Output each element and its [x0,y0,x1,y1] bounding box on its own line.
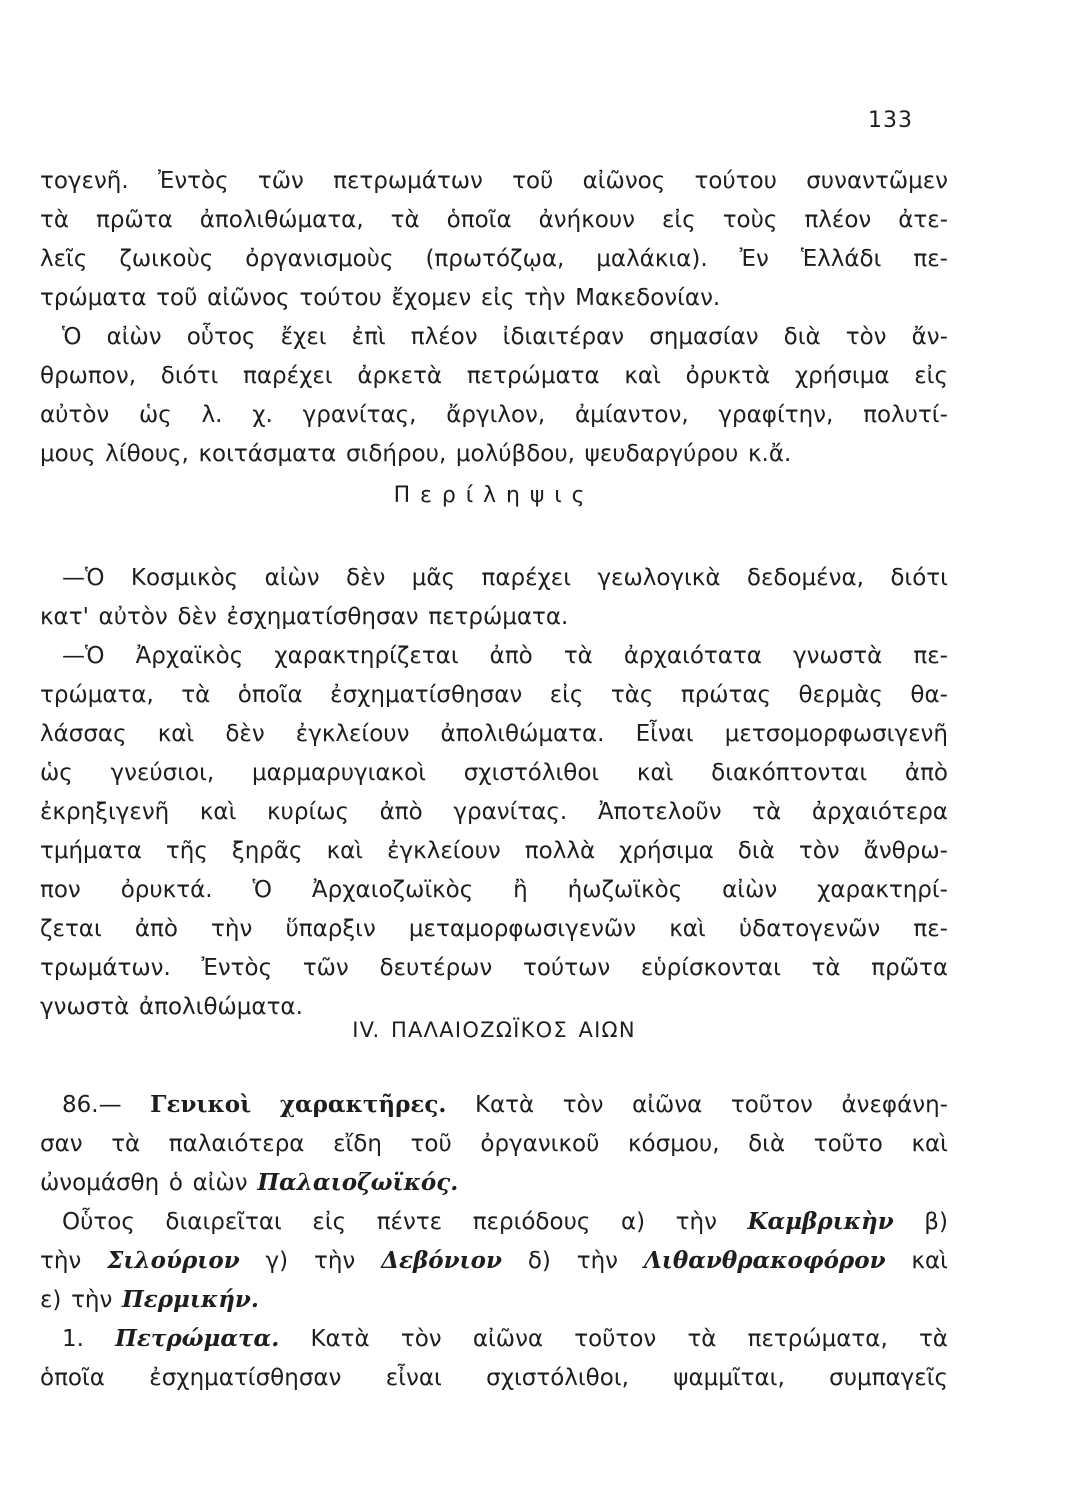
emphasized-word: Καμβρικὴν [747,1208,894,1235]
word: τὰς [610,682,654,708]
word: τοῦτον [574,1326,657,1352]
word: ἐκρηξιγενῆ [40,799,170,825]
word: ἢ [513,877,528,903]
word: ἐπὶ [351,324,386,350]
word: τὰ [111,1131,141,1157]
word: ψαμμῖται, [673,1365,785,1391]
text-line [40,479,948,513]
text-line [40,834,948,868]
word: ἄνθρω- [863,838,948,864]
text-line [40,203,948,237]
word: ὀργανισμοὺς [245,246,394,272]
word: ἐγκλείουν [295,721,410,747]
word: ὠνομάσθη [40,1170,160,1196]
word: ὁποῖα [237,682,303,708]
word: γνεύσιοι, [110,760,215,786]
word: χρήσιμα [794,363,890,389]
text-line [40,717,948,751]
word: τὸν [562,1092,604,1118]
word: Οὗτος [62,1209,135,1235]
word: τὴν [314,1248,356,1274]
word: καὶ [911,1131,948,1157]
word: ὁ [168,1170,183,1196]
word: λ. [201,402,223,428]
word: —Ὁ [62,565,105,591]
word: ΑΙΩΝ [578,1018,636,1042]
word: πε- [913,916,948,942]
text-line [40,242,948,276]
text-line [40,1166,948,1200]
word: κόσμου, [627,1131,720,1157]
word: ἰδιαιτέραν [502,324,625,350]
word: διὰ [737,838,775,864]
word: καὶ [911,1248,948,1274]
word: αἰῶνα [472,1326,544,1352]
word: εἰς [549,682,584,708]
word: εἰς [914,363,948,389]
word: τοῦτο [813,1131,883,1157]
word: α) [620,1209,646,1235]
word: παρέχει [243,363,333,389]
word: Ἀποτελοῦν [597,799,722,825]
word: χρήσιμα [619,838,714,864]
word: καὶ [157,721,195,747]
word: εἴδη [333,1131,382,1157]
word: Ἐν [739,246,769,272]
word: ἀπὸ [904,760,948,786]
word: ἔχει [280,324,327,350]
word: ἐσχηματίσθησαν [149,1365,342,1391]
word: τοῦτον [730,1092,813,1118]
text-line [62,639,948,673]
word: ὡς [139,402,172,428]
text-line [40,437,948,471]
word: Ὁ [62,324,82,350]
word: τὴν [211,916,253,942]
word: θερμὰς [798,682,883,708]
word: ἀμίαντον, [574,402,689,428]
word: οὗτος [186,324,256,350]
word: ζεται [40,916,102,942]
word: περιόδους [472,1209,591,1235]
word: καὶ [669,916,706,942]
word: πέντε [376,1209,443,1235]
word: τμήματα [40,838,142,864]
text-line [40,281,948,315]
word: πρώτας [680,682,772,708]
word: χαρακτηρίζεται [274,643,459,669]
word: τοῦ [156,285,198,311]
word: αἰῶνος [207,285,290,311]
text-line [40,359,948,393]
word: ἠωζωϊκὸς [567,877,683,903]
word: Ὁ [252,877,272,903]
word: δὲν [177,604,217,630]
word: ἀρκετὰ [357,363,443,389]
word: ξηρᾶς [231,838,303,864]
word: 1. [62,1326,84,1352]
word: πρῶτα [871,955,948,981]
word: λάσσας [40,721,127,747]
word: δ) [527,1248,551,1274]
word: θα- [910,682,948,708]
word: δευτέρων [379,955,493,981]
word: τοῦ [410,1131,452,1157]
text-line [40,912,948,946]
word: τρώματα [40,285,147,311]
word: αὐτὸν [98,604,168,630]
word: σημασίαν [649,324,759,350]
word: γεωλογικὰ [597,565,721,591]
word: πολλὰ [524,838,596,864]
word: τὰ [752,799,782,825]
word: τοὺς [722,207,778,233]
word: εἰς [312,1209,347,1235]
emphasized-word: Λιθανθρακοφόρον [643,1247,886,1274]
word: ε) [40,1287,62,1313]
word: τὴν [576,1248,619,1274]
word: ἀνεφάνη- [841,1092,948,1118]
text-line [40,164,948,198]
text-line [40,1283,948,1317]
text-line [40,951,948,985]
word: ἀρχαιότερα [811,799,948,825]
word: παλαιότερα [168,1131,305,1157]
word: λεῖς [40,246,88,272]
word: ἄργιλον, [446,402,546,428]
word: αὐτὸν [40,402,110,428]
word: ΠΑΛΑΙΟΖΩΪΚΟΣ [391,1018,568,1042]
word: διὰ [783,324,821,350]
text-line [40,1127,948,1161]
word: πετρώματα [466,363,600,389]
word: τὰ [40,207,70,233]
word: ζωικοὺς [119,246,214,272]
word: γρανίτας, [302,402,417,428]
word: δὲν [225,721,265,747]
word: πλέον [804,207,872,233]
word: καὶ [199,799,237,825]
word: γνωστὰ [793,643,883,669]
word: πολυτί- [863,402,948,428]
word: σιδήρου, [345,441,447,467]
word: τογενῆ. [40,168,129,194]
text-line [62,1205,948,1239]
word: Ἐντὸς [157,168,229,194]
text-line [40,756,948,790]
word: ἀπὸ [379,799,423,825]
word: κοιτάσματα [198,441,337,467]
word: ὕπαρξιν [285,916,376,942]
text-line [62,1088,948,1122]
word: μᾶς [411,565,456,591]
word: ἀπολιθώματα. [440,721,605,747]
word: ἀρχαιότατα [623,643,762,669]
word: εἰς [480,285,515,311]
word: τούτου [694,168,777,194]
word: πον [40,877,81,903]
emphasized-word: Περμικήν. [122,1286,259,1313]
word: μολύβδου, [455,441,575,467]
word: ἄν- [911,324,948,350]
text-line [40,1244,948,1278]
word: τούτων [523,955,611,981]
word: ἀνήκουν [538,207,635,233]
word: πε- [913,246,948,272]
word: διακόπτονται [711,760,868,786]
word: ἐσχηματίσθησαν [330,682,523,708]
word: τῶν [257,168,304,194]
word: ὀρυκτὰ [685,363,771,389]
word: Μακεδονίαν. [575,285,721,311]
word: πετρώματα. [428,604,569,630]
word: χαρακτηρί- [817,877,948,903]
word: Κοσμικὸς [130,565,239,591]
word: τῶν [302,955,349,981]
word: μετσομορφωσιγενῆ [724,721,948,747]
word: μαρμαρυγιακοὶ [251,760,426,786]
word: αἰὼν [264,565,320,591]
word: (πρωτόζῳα, [425,246,565,272]
word: τὰ [811,955,841,981]
word: χ. [252,402,273,428]
word: τὰ [687,1326,717,1352]
word: ὀργανικοῦ [480,1131,600,1157]
word: ἔχομεν [391,285,472,311]
word: διαιρεῖται [165,1209,282,1235]
word: τὴν [71,1287,113,1313]
word: Ἑλλάδι [800,246,882,272]
word: ὁποῖα [40,1365,105,1391]
word: πλέον [410,324,478,350]
emphasized-word: Πετρώματα. [115,1325,280,1352]
word: κ.ἄ. [747,441,792,467]
word: πρῶτα [96,207,173,233]
word: παρέχει [481,565,572,591]
word: αἰὼν [106,324,162,350]
word: Εἶναι [635,721,694,747]
word: γρανίτας. [453,799,568,825]
word: Περίληψις [393,483,595,508]
word: αἰῶνος [582,168,666,194]
word: μεταμορφωσιγενῶν [408,916,637,942]
emphasized-word: Παλαιοζωϊκός. [257,1169,459,1196]
word: Ἀρχαϊκὸς [135,643,244,669]
word: αἰῶνα [632,1092,703,1118]
emphasized-word: χαρακτῆρες. [279,1091,447,1118]
word: τὰ [918,1326,948,1352]
page-number: 133 [868,108,913,133]
word: Κατὰ [474,1092,535,1118]
word: αἰὼν [192,1170,248,1196]
word: καὶ [624,363,661,389]
word: δεδομένα, [746,565,864,591]
word: ἀτε- [898,207,948,233]
word: IV. [352,1018,381,1042]
text-line [62,320,948,354]
word: σαν [40,1131,83,1157]
word: τοῦ [512,168,554,194]
word: ἀπὸ [489,643,533,669]
word: διὰ [748,1131,786,1157]
word: σχιστόλιθοι [463,760,600,786]
word: ὁποῖα [446,207,512,233]
word: τούτου [299,285,382,311]
word: τὴν [524,285,566,311]
word: ὀρυκτά. [120,877,213,903]
word: διότι [160,363,219,389]
word: μαλάκια). [596,246,708,272]
text-line [40,398,948,432]
word: ἀπολιθώματα, [199,207,364,233]
word: θρωπον, [40,363,137,389]
emphasized-word: Δεβόνιον [381,1247,502,1274]
word: Κατὰ [310,1326,370,1352]
word: εὑρίσκονται [640,955,781,981]
word: —Ὁ [62,643,105,669]
word: πετρωμάτων [333,168,483,194]
emphasized-word: Σιλούριον [107,1247,240,1274]
word: συμπαγεῖς [829,1365,948,1391]
text-line [40,1361,948,1395]
word: μους [40,441,96,467]
word: 86.— [62,1092,122,1118]
word: τὰ [181,682,211,708]
text-line [40,873,948,907]
word: τρώματα, [40,682,154,708]
word: πετρώματα, [747,1326,888,1352]
text-line [40,678,948,712]
word: Ἀρχαιοζωϊκὸς [311,877,474,903]
word: ἀπὸ [134,916,178,942]
word: εἶναι [385,1365,442,1391]
word: καὶ [326,838,364,864]
word: τὰ [563,643,593,669]
word: γραφίτην, [718,402,834,428]
word: ἐγκλείουν [387,838,501,864]
word: τὸν [845,324,887,350]
word: αἰὼν [722,877,778,903]
word: Ἐντὸς [201,955,273,981]
word: τρωμάτων. [40,955,171,981]
word: τὰ [390,207,420,233]
text-line [62,561,948,595]
word: τὴν [40,1248,82,1274]
emphasized-word: Γενικοὶ [150,1091,252,1118]
word: τὸν [798,838,840,864]
word: τῆς [165,838,208,864]
text-line [40,600,948,634]
word: γνωστὰ [40,994,130,1020]
word: πε- [913,643,948,669]
word: εἰς [661,207,696,233]
word: ὑδατογενῶν [738,916,881,942]
text-line [40,1013,948,1047]
word: τὸν [400,1326,442,1352]
word: ἀπολιθώματα. [138,994,303,1020]
word: ψευδαργύρου [584,441,739,467]
text-line [62,1322,948,1356]
word: τὴν [675,1209,717,1235]
word: κυρίως [267,799,350,825]
word: γ) [265,1248,289,1274]
word: λίθους, [105,441,189,467]
word: συναντῶμεν [806,168,948,194]
word: διότι [890,565,948,591]
word: ὡς [40,760,73,786]
word: β) [924,1209,948,1235]
text-line [40,795,948,829]
word: ἐσχηματίσθησαν [226,604,419,630]
word: δὲν [346,565,386,591]
word: καὶ [636,760,674,786]
word: σχιστόλιθοι, [486,1365,629,1391]
word: κατ' [40,604,89,630]
